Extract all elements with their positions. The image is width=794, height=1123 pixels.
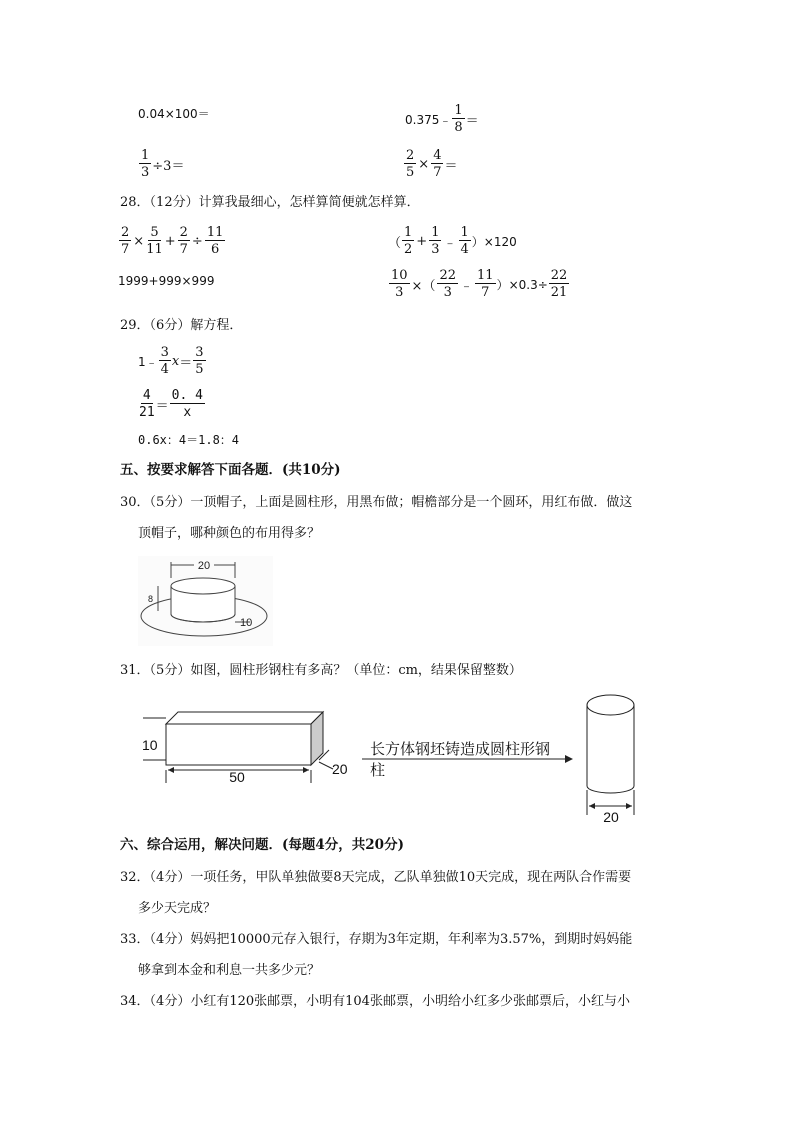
section-6-heading: 六、综合运用，解决问题．(每题4分，共20分): [120, 837, 404, 853]
arrow-label-line2: 柱: [370, 762, 386, 779]
fraction: $\frac{1}{3}$: [141, 148, 150, 180]
expr-2-5-times-4-7: $\frac{2}{5}$ × $\frac{4}{7}$ ＝: [406, 148, 458, 180]
equation-29a: 1﹣ $\frac{3}{4}$ x ＝ $\frac{3}{5}$: [138, 345, 204, 377]
hat-figure: [138, 556, 273, 646]
expr-28c: 1999+999×999: [118, 274, 215, 288]
question-32-line1: 32．（4分）一项任务，甲队单独做要8天完成，乙队单独做10天完成，现在两队合作需要: [120, 870, 632, 885]
box-to-cylinder-figure: [140, 690, 660, 825]
expr-0-04x100: 0.04×100＝: [138, 107, 210, 121]
question-34-line1: 34．（4分）小红有120张邮票，小明有104张邮票，小明给小红多少张邮票后，小红与小: [120, 994, 630, 1009]
hat-brim-label: 10: [240, 617, 253, 629]
question-33-line1: 33．（4分）妈妈把10000元存入银行，存期为3年定期，年利率为3.57%，到期时妈妈能: [120, 932, 633, 947]
equation-29b: $\frac{4}{21}$ ＝ $\frac{0. 4}{x}$: [139, 388, 203, 420]
equation-29c: 0.6x：4＝1.8：4: [138, 433, 240, 447]
expr-0-375-minus-1-8: 0.375﹣ $\frac{1}{8}$ ＝: [405, 103, 479, 135]
question-32-line2: 多少天完成？: [138, 901, 217, 916]
box-length-label: 50: [229, 769, 245, 785]
expr-28b: （ $\frac{1}{2}$ + $\frac{1}{3}$ ﹣ $\frac{1}{4}$ ）×120: [388, 225, 517, 257]
question-33-line2: 够拿到本金和利息一共多少元？: [138, 963, 321, 978]
fraction: $\frac{4}{7}$: [433, 148, 442, 180]
expr-1-3-div-3: $\frac{1}{3}$ ÷3＝: [141, 148, 185, 180]
question-29-title: 29．（6分）解方程．: [120, 318, 243, 333]
arrow-label-line1: 长方体钢坯铸造成圆柱形钢: [370, 741, 551, 758]
box-width-label: 20: [332, 761, 348, 777]
question-31: 31．（5分）如图，圆柱形钢柱有多高？（单位：cm，结果保留整数）: [120, 663, 522, 678]
hat-side-label: 8: [148, 594, 154, 604]
box-height-label: 10: [142, 737, 158, 753]
section-5-heading: 五、按要求解答下面各题．(共10分): [120, 462, 341, 478]
question-28-title: 28．（12分）计算我最细心，怎样算简便就怎样算．: [120, 195, 420, 210]
expr-28d: $\frac{10}{3}$ ×（ $\frac{22}{3}$ ﹣ $\frac{11}{7}$ ）×0.3÷ $\frac{22}{21}$: [391, 268, 568, 300]
cylinder-diameter-label: 20: [603, 809, 619, 825]
question-30-line2: 顶帽子，哪种颜色的布用得多？: [138, 526, 321, 541]
question-30-line1: 30．（5分）一顶帽子，上面是圆柱形，用黑布做；帽檐部分是一个圆环，用红布做．做这: [120, 495, 633, 510]
fraction: $\frac{2}{5}$: [406, 148, 415, 180]
expr-28a: $\frac{2}{7}$ × $\frac{5}{11}$ + $\frac{2}{7}$ ÷ $\frac{11}{6}$: [121, 225, 224, 257]
hat-top-label: 20: [197, 560, 211, 572]
fraction: $\frac{1}{8}$: [454, 103, 463, 135]
